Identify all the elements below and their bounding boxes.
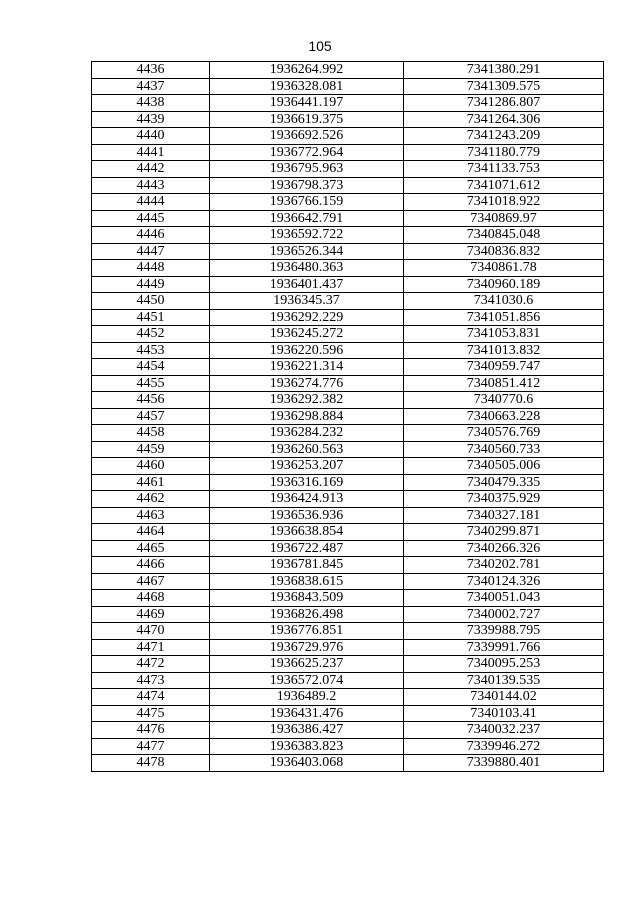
y-coordinate-cell: 7340202.781 [404, 557, 604, 574]
y-coordinate-cell: 7339880.401 [404, 755, 604, 772]
point-number-cell: 4452 [92, 326, 210, 343]
x-coordinate-cell: 1936536.936 [210, 507, 404, 524]
point-number-cell: 4439 [92, 111, 210, 128]
x-coordinate-cell: 1936292.229 [210, 309, 404, 326]
y-coordinate-cell: 7340266.326 [404, 540, 604, 557]
point-number-cell: 4475 [92, 705, 210, 722]
table-row [92, 161, 604, 178]
table-row [92, 606, 604, 623]
x-coordinate-cell: 1936798.373 [210, 177, 404, 194]
table-row [92, 392, 604, 409]
y-coordinate-cell: 7340124.326 [404, 573, 604, 590]
table-row [92, 623, 604, 640]
y-coordinate-cell: 7340770.6 [404, 392, 604, 409]
point-number-cell: 4459 [92, 441, 210, 458]
table-row [92, 342, 604, 359]
coordinates-table [91, 61, 604, 772]
y-coordinate-cell: 7341051.856 [404, 309, 604, 326]
y-coordinate-cell: 7341018.922 [404, 194, 604, 211]
point-number-cell: 4458 [92, 425, 210, 442]
point-number-cell: 4467 [92, 573, 210, 590]
x-coordinate-cell: 1936221.314 [210, 359, 404, 376]
point-number-cell: 4473 [92, 672, 210, 689]
point-number-cell: 4465 [92, 540, 210, 557]
y-coordinate-cell: 7340960.189 [404, 276, 604, 293]
point-number-cell: 4450 [92, 293, 210, 310]
table-row [92, 408, 604, 425]
x-coordinate-cell: 1936424.913 [210, 491, 404, 508]
point-number-cell: 4468 [92, 590, 210, 607]
y-coordinate-cell: 7339946.272 [404, 738, 604, 755]
table-row [92, 573, 604, 590]
y-coordinate-cell: 7341071.612 [404, 177, 604, 194]
table-row [92, 755, 604, 772]
point-number-cell: 4469 [92, 606, 210, 623]
x-coordinate-cell: 1936619.375 [210, 111, 404, 128]
y-coordinate-cell: 7340095.253 [404, 656, 604, 673]
table-row [92, 111, 604, 128]
table-row [92, 309, 604, 326]
table-row [92, 243, 604, 260]
table-row [92, 144, 604, 161]
x-coordinate-cell: 1936345.37 [210, 293, 404, 310]
point-number-cell: 4455 [92, 375, 210, 392]
y-coordinate-cell: 7340139.535 [404, 672, 604, 689]
table-row [92, 689, 604, 706]
x-coordinate-cell: 1936526.344 [210, 243, 404, 260]
y-coordinate-cell: 7340479.335 [404, 474, 604, 491]
y-coordinate-cell: 7341380.291 [404, 62, 604, 79]
y-coordinate-cell: 7341013.832 [404, 342, 604, 359]
point-number-cell: 4451 [92, 309, 210, 326]
point-number-cell: 4440 [92, 128, 210, 145]
table-row [92, 359, 604, 376]
table-row [92, 458, 604, 475]
y-coordinate-cell: 7340560.733 [404, 441, 604, 458]
table-row [92, 474, 604, 491]
table-row [92, 194, 604, 211]
y-coordinate-cell: 7339988.795 [404, 623, 604, 640]
x-coordinate-cell: 1936316.169 [210, 474, 404, 491]
table-row [92, 672, 604, 689]
x-coordinate-cell: 1936838.615 [210, 573, 404, 590]
x-coordinate-cell: 1936264.992 [210, 62, 404, 79]
y-coordinate-cell: 7341264.306 [404, 111, 604, 128]
x-coordinate-cell: 1936401.437 [210, 276, 404, 293]
y-coordinate-cell: 7340375.929 [404, 491, 604, 508]
x-coordinate-cell: 1936292.382 [210, 392, 404, 409]
x-coordinate-cell: 1936274.776 [210, 375, 404, 392]
point-number-cell: 4441 [92, 144, 210, 161]
y-coordinate-cell: 7341053.831 [404, 326, 604, 343]
y-coordinate-cell: 7340103.41 [404, 705, 604, 722]
x-coordinate-cell: 1936826.498 [210, 606, 404, 623]
y-coordinate-cell: 7340032.237 [404, 722, 604, 739]
x-coordinate-cell: 1936625.237 [210, 656, 404, 673]
y-coordinate-cell: 7341309.575 [404, 78, 604, 95]
table-row [92, 128, 604, 145]
y-coordinate-cell: 7340576.769 [404, 425, 604, 442]
table-row [92, 738, 604, 755]
y-coordinate-cell: 7341286.807 [404, 95, 604, 112]
y-coordinate-cell: 7340869.97 [404, 210, 604, 227]
table-row [92, 705, 604, 722]
y-coordinate-cell: 7340836.832 [404, 243, 604, 260]
x-coordinate-cell: 1936766.159 [210, 194, 404, 211]
table-row [92, 78, 604, 95]
x-coordinate-cell: 1936843.509 [210, 590, 404, 607]
point-number-cell: 4476 [92, 722, 210, 739]
y-coordinate-cell: 7340299.871 [404, 524, 604, 541]
point-number-cell: 4463 [92, 507, 210, 524]
x-coordinate-cell: 1936383.823 [210, 738, 404, 755]
point-number-cell: 4445 [92, 210, 210, 227]
x-coordinate-cell: 1936781.845 [210, 557, 404, 574]
point-number-cell: 4448 [92, 260, 210, 277]
point-number-cell: 4454 [92, 359, 210, 376]
point-number-cell: 4466 [92, 557, 210, 574]
table-row [92, 210, 604, 227]
point-number-cell: 4446 [92, 227, 210, 244]
x-coordinate-cell: 1936260.563 [210, 441, 404, 458]
point-number-cell: 4464 [92, 524, 210, 541]
table-row [92, 524, 604, 541]
y-coordinate-cell: 7340144.02 [404, 689, 604, 706]
table-row [92, 441, 604, 458]
point-number-cell: 4449 [92, 276, 210, 293]
x-coordinate-cell: 1936776.851 [210, 623, 404, 640]
point-number-cell: 4477 [92, 738, 210, 755]
x-coordinate-cell: 1936431.476 [210, 705, 404, 722]
y-coordinate-cell: 7339991.766 [404, 639, 604, 656]
point-number-cell: 4474 [92, 689, 210, 706]
x-coordinate-cell: 1936592.722 [210, 227, 404, 244]
y-coordinate-cell: 7340663.228 [404, 408, 604, 425]
x-coordinate-cell: 1936572.074 [210, 672, 404, 689]
table-row [92, 227, 604, 244]
table-row [92, 276, 604, 293]
x-coordinate-cell: 1936638.854 [210, 524, 404, 541]
y-coordinate-cell: 7340959.747 [404, 359, 604, 376]
point-number-cell: 4462 [92, 491, 210, 508]
point-number-cell: 4438 [92, 95, 210, 112]
y-coordinate-cell: 7340051.043 [404, 590, 604, 607]
point-number-cell: 4461 [92, 474, 210, 491]
table-row [92, 507, 604, 524]
x-coordinate-cell: 1936328.081 [210, 78, 404, 95]
point-number-cell: 4470 [92, 623, 210, 640]
point-number-cell: 4471 [92, 639, 210, 656]
x-coordinate-cell: 1936729.976 [210, 639, 404, 656]
point-number-cell: 4444 [92, 194, 210, 211]
point-number-cell: 4472 [92, 656, 210, 673]
point-number-cell: 4443 [92, 177, 210, 194]
table-row [92, 177, 604, 194]
point-number-cell: 4442 [92, 161, 210, 178]
table-row [92, 95, 604, 112]
point-number-cell: 4457 [92, 408, 210, 425]
x-coordinate-cell: 1936253.207 [210, 458, 404, 475]
point-number-cell: 4453 [92, 342, 210, 359]
table-row [92, 722, 604, 739]
y-coordinate-cell: 7341030.6 [404, 293, 604, 310]
y-coordinate-cell: 7341133.753 [404, 161, 604, 178]
x-coordinate-cell: 1936772.964 [210, 144, 404, 161]
table-row [92, 260, 604, 277]
table-row [92, 557, 604, 574]
table-row [92, 491, 604, 508]
point-number-cell: 4456 [92, 392, 210, 409]
x-coordinate-cell: 1936642.791 [210, 210, 404, 227]
coordinates-table-body [92, 62, 604, 772]
x-coordinate-cell: 1936480.363 [210, 260, 404, 277]
x-coordinate-cell: 1936245.272 [210, 326, 404, 343]
point-number-cell: 4478 [92, 755, 210, 772]
table-row [92, 656, 604, 673]
y-coordinate-cell: 7340845.048 [404, 227, 604, 244]
point-number-cell: 4436 [92, 62, 210, 79]
x-coordinate-cell: 1936386.427 [210, 722, 404, 739]
table-row [92, 375, 604, 392]
table-row [92, 293, 604, 310]
point-number-cell: 4437 [92, 78, 210, 95]
y-coordinate-cell: 7341180.779 [404, 144, 604, 161]
page-number: 105 [308, 38, 332, 54]
x-coordinate-cell: 1936284.232 [210, 425, 404, 442]
x-coordinate-cell: 1936220.596 [210, 342, 404, 359]
table-row [92, 540, 604, 557]
x-coordinate-cell: 1936795.963 [210, 161, 404, 178]
y-coordinate-cell: 7340002.727 [404, 606, 604, 623]
x-coordinate-cell: 1936722.487 [210, 540, 404, 557]
point-number-cell: 4460 [92, 458, 210, 475]
x-coordinate-cell: 1936403.068 [210, 755, 404, 772]
y-coordinate-cell: 7340861.78 [404, 260, 604, 277]
x-coordinate-cell: 1936298.884 [210, 408, 404, 425]
y-coordinate-cell: 7341243.209 [404, 128, 604, 145]
table-row [92, 62, 604, 79]
x-coordinate-cell: 1936692.526 [210, 128, 404, 145]
table-row [92, 425, 604, 442]
y-coordinate-cell: 7340851.412 [404, 375, 604, 392]
point-number-cell: 4447 [92, 243, 210, 260]
table-row [92, 590, 604, 607]
table-row [92, 326, 604, 343]
x-coordinate-cell: 1936441.197 [210, 95, 404, 112]
x-coordinate-cell: 1936489.2 [210, 689, 404, 706]
table-row [92, 639, 604, 656]
y-coordinate-cell: 7340327.181 [404, 507, 604, 524]
y-coordinate-cell: 7340505.006 [404, 458, 604, 475]
